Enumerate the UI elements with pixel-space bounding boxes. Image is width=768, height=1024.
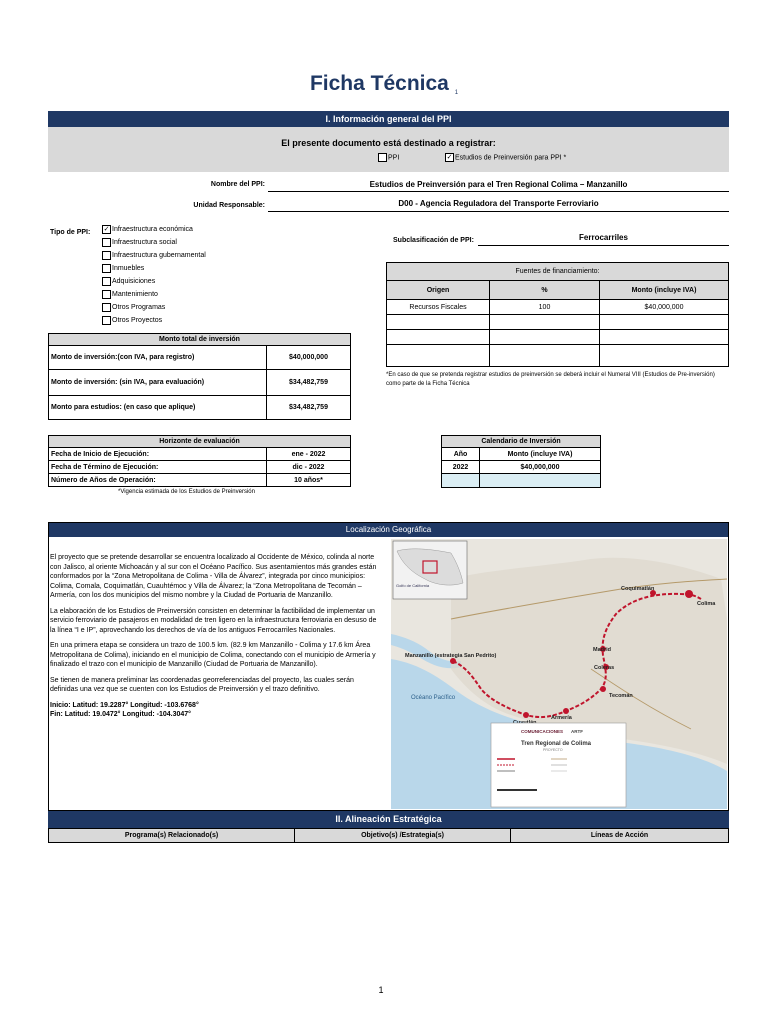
monto-r3-label: Monto para estudios: (en caso que aplique) <box>49 396 267 420</box>
loc-paragraph-1: El proyecto que se pretende desarrollar se encuentra localizado al Occidente de México, colinda al norte con Jalisco, al oriente Michoacán y al sur con el Océano Pacífico. Sus asentamientos más grandes están conformados por la “Zona Metropolitana de Colima - Villa de Álvarez”, integrada por cinco municipios: Colima, Comala, Coquimatlán, Cuauhtémoc y Villa de Álvarez; la “Zona Metropolitana de Tecomán – Armería, con los dos municipios del mismo nombre y la Ciudad de Portuaria de Manzanillo. <box>50 554 377 599</box>
tipo-item-mantenimiento[interactable] <box>102 288 282 301</box>
tipo-item-label: Otros Proyectos <box>112 317 163 324</box>
horizonte-r1-value: ene - 2022 <box>267 448 351 461</box>
map-label-colima: Colima <box>697 601 716 607</box>
destinado-box <box>48 127 729 172</box>
fuentes-empty-cell <box>387 330 490 345</box>
fuentes-empty-cell <box>490 315 600 330</box>
option-estudios[interactable] <box>445 153 566 162</box>
fuentes-col-origen: Origen <box>387 281 490 300</box>
ppi-checkbox[interactable] <box>378 153 387 162</box>
map-station-armeria <box>563 708 569 714</box>
fuentes-note: *En caso de que se pretenda registrar estudios de preinversión se deberá incluir el Numeral VIII (Estudios de Pre-inversión) como parte de la Ficha Técnica <box>386 372 715 387</box>
tipo-item-infra-economica[interactable] <box>102 223 282 236</box>
subclasificacion-label: Subclasificación de PPI: <box>393 237 474 244</box>
tipo-item-label: Adquisiciones <box>112 278 156 285</box>
monto-r3-value: $34,482,759 <box>267 396 351 420</box>
calendario-table <box>441 435 601 488</box>
map-legend-org: COMUNICACIONES <box>521 729 564 734</box>
localizacion-text <box>50 553 382 720</box>
tipo-checkbox[interactable] <box>102 290 111 299</box>
fuentes-empty-cell <box>387 315 490 330</box>
fuentes-table <box>386 262 729 367</box>
map-label-coleras: Coleras <box>594 665 615 671</box>
subclasificacion-value: Ferrocarriles <box>478 233 729 246</box>
fuentes-row-pct: 100 <box>490 300 600 315</box>
page-number: 1 <box>378 985 384 995</box>
tipo-item-label: Inmuebles <box>112 265 145 272</box>
calendario-empty-cell <box>480 474 601 488</box>
fuentes-empty-cell <box>600 345 729 367</box>
calendario-empty-cell <box>442 474 480 488</box>
tipo-checkbox[interactable] <box>102 303 111 312</box>
map-legend-agency: ARTF <box>571 729 583 734</box>
fuentes-empty-cell <box>490 345 600 367</box>
unidad-label: Unidad Responsable: <box>193 202 265 209</box>
map-label-armeria: Armería <box>551 715 572 721</box>
tipo-item-inmuebles[interactable] <box>102 262 282 275</box>
fuentes-empty-cell <box>600 330 729 345</box>
estudios-checkbox[interactable]: ✓ <box>446 154 453 161</box>
map-station-cuyutlan <box>523 712 529 718</box>
map-scale-bar <box>497 789 537 791</box>
section2-header: II. Alineación Estratégica <box>48 811 729 828</box>
calendario-monto: $40,000,000 <box>480 461 601 474</box>
tipo-list <box>102 223 282 327</box>
loc-paragraph-4: Se tienen de manera preliminar las coordenadas georreferenciadas del proyecto, las cuales serán definidas una vez que se cuenten con los Estudios de Preinversión y el trazo definitivo. <box>50 676 354 693</box>
tipo-item-label: Infraestructura social <box>112 239 177 246</box>
map-label-madrid: Madrid <box>593 647 612 653</box>
localizacion-header: Localización Geográfica <box>49 523 728 537</box>
tipo-item-label: Infraestructura económica <box>112 226 193 233</box>
horizonte-r3-value: 10 años* <box>267 474 351 487</box>
tipo-checkbox[interactable] <box>102 316 111 325</box>
calendario-header: Calendario de Inversión <box>442 436 601 448</box>
tipo-checkbox[interactable] <box>102 264 111 273</box>
monto-header: Monto total de inversión <box>49 334 351 346</box>
tipo-item-label: Infraestructura gubernamental <box>112 252 206 259</box>
map-station-tecoman <box>600 686 606 692</box>
tipo-item-infra-social[interactable] <box>102 236 282 249</box>
alineacion-col-objetivos: Objetivo(s) /Estrategia(s) <box>295 829 511 843</box>
map-label-coquimatlan: Coquimatlán <box>621 586 655 592</box>
monto-r2-value: $34,482,759 <box>267 370 351 396</box>
title-mark: 1 <box>454 90 459 96</box>
nombre-label: Nombre del PPI: <box>210 181 265 188</box>
tipo-checkbox[interactable] <box>102 277 111 286</box>
calendario-col-monto: Monto (incluye IVA) <box>480 448 601 461</box>
horizonte-r2-label: Fecha de Término de Ejecución: <box>49 461 267 474</box>
option-ppi-label: PPI <box>388 154 400 162</box>
tipo-item-infra-gubernamental[interactable] <box>102 249 282 262</box>
loc-fin: Fin: Latitud: 19.0472° Longitud: -104.3047° <box>50 711 191 718</box>
fuentes-empty-cell <box>600 315 729 330</box>
fuentes-empty-cell <box>387 345 490 367</box>
fuentes-header: Fuentes de financiamiento: <box>387 263 729 281</box>
loc-paragraph-2: La elaboración de los Estudios de Preinversión consisten en determinar la factibilidad de implementar un servicio ferroviario de pasajeros en modalidad de tren ligero en la infraestructura ferroviaria en desuso de la línea “I e IP”, aprovechando los derechos de vía de los antiguos Ferrocarriles Nacionales. <box>50 607 377 634</box>
map-label-manzanillo: Manzanillo (estrategia San Pedrito) <box>405 653 497 659</box>
map-station-colima <box>685 590 693 598</box>
tipo-item-otros-programas[interactable] <box>102 301 282 314</box>
title-text: Ficha Técnica <box>309 72 449 95</box>
loc-paragraph-3: En una primera etapa se considera un trazo de 100.5 km. (82.9 km Manzanillo - Colima y 17.6 km Área Metropolitana de Colima), iniciando en el municipio de Colima, conectando con el municipio de Armería y finalizado el trazo con el municipio de Manzanillo (Ciudad de Portuaria de Manzanillo). <box>50 642 376 668</box>
tipo-item-otros-proyectos[interactable] <box>102 314 282 327</box>
tipo-item-adquisiciones[interactable] <box>102 275 282 288</box>
document-title <box>0 72 768 96</box>
monto-r1-label: Monto de inversión:(con IVA, para registro) <box>49 346 267 370</box>
option-ppi[interactable] <box>378 153 399 162</box>
horizonte-note: *Vigencia estimada de los Estudios de Preinversión <box>118 489 255 495</box>
tipo-item-label: Otros Programas <box>112 304 166 311</box>
map-label-oceano: Océano Pacífico <box>411 695 456 701</box>
fuentes-col-monto: Monto (incluye IVA) <box>600 281 729 300</box>
tipo-label: Tipo de PPI: <box>50 229 91 236</box>
alineacion-col-programas: Programa(s) Relacionado(s) <box>49 829 295 843</box>
monto-r2-label: Monto de inversión: (sin IVA, para evaluación) <box>49 370 267 396</box>
map-label-golfo: Golfo de California <box>396 583 430 588</box>
monto-r1-value: $40,000,000 <box>267 346 351 370</box>
map-legend-sub: PROYECTO <box>543 748 563 752</box>
fuentes-row-monto: $40,000,000 <box>600 300 729 315</box>
map-label-tecoman: Tecomán <box>609 693 633 699</box>
horizonte-r3-label: Número de Años de Operación: <box>49 474 267 487</box>
fuentes-empty-cell <box>490 330 600 345</box>
horizonte-table <box>48 435 351 487</box>
tipo-checkbox[interactable] <box>102 251 111 260</box>
loc-inicio: Inicio: Latitud: 19.2287° Longitud: -103.6768° <box>50 701 199 709</box>
fuentes-row-origen: Recursos Fiscales <box>387 300 490 315</box>
horizonte-header: Horizonte de evaluación <box>49 436 351 448</box>
alineacion-col-lineas: Líneas de Acción <box>511 829 729 843</box>
alineacion-table <box>48 828 729 843</box>
fuentes-col-pct: % <box>490 281 600 300</box>
monto-table <box>48 333 351 420</box>
section1-header: I. Información general del PPI <box>48 111 729 127</box>
horizonte-r1-label: Fecha de Inicio de Ejecución: <box>49 448 267 461</box>
option-estudios-label: Estudios de Preinversión para PPI * <box>455 154 567 162</box>
unidad-value: D00 - Agencia Reguladora del Transporte Ferroviario <box>268 199 729 212</box>
map-legend-title: Tren Regional de Colima <box>521 741 592 747</box>
calendario-col-anio: Año <box>442 448 480 461</box>
calendario-anio: 2022 <box>442 461 480 474</box>
tipo-checkbox[interactable] <box>102 238 111 247</box>
destinado-text: El presente documento está destinado a registrar: <box>281 138 496 148</box>
location-map <box>391 539 727 809</box>
horizonte-r2-value: dic - 2022 <box>267 461 351 474</box>
tipo-checkbox[interactable]: ✓ <box>103 225 110 233</box>
tipo-item-label: Mantenimiento <box>112 291 158 298</box>
nombre-value: Estudios de Preinversión para el Tren Regional Colima – Manzanillo <box>268 180 729 192</box>
